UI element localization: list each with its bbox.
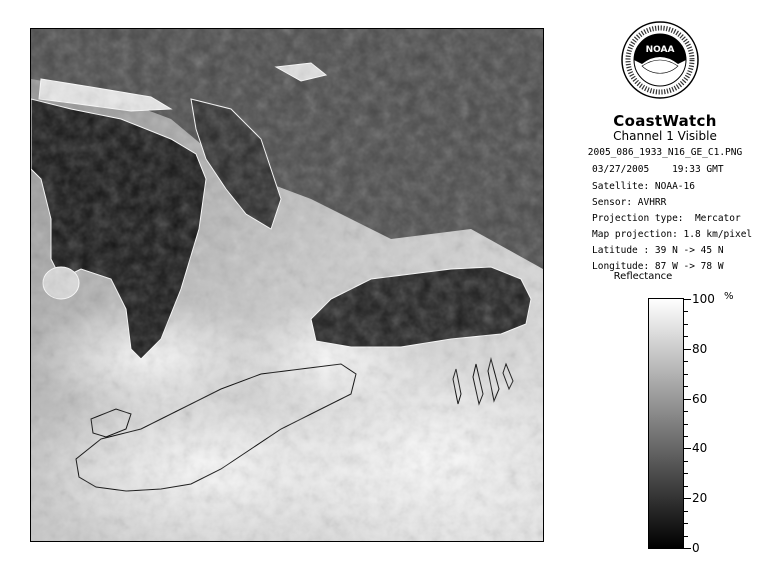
colorbar	[648, 298, 684, 549]
colorbar-minor-tick	[684, 511, 688, 512]
colorbar-minor-tick	[684, 411, 688, 412]
colorbar-tick	[684, 498, 691, 499]
colorbar-tick-label: 0	[692, 541, 700, 555]
colorbar-minor-tick	[684, 374, 688, 375]
colorbar-minor-tick	[684, 486, 688, 487]
colorbar-minor-tick	[684, 473, 688, 474]
colorbar-tick-label: 60	[692, 391, 708, 406]
channel-subtitle: Channel 1 Visible	[613, 129, 717, 143]
sensor: Sensor: AVHRR	[592, 197, 667, 208]
colorbar-tick-label: 100	[692, 292, 715, 306]
colorbar-minor-tick	[684, 386, 688, 387]
file-name: 2005_086_1933_N16_GE_C1.PNG	[587, 147, 743, 158]
image-texture	[31, 29, 543, 541]
colorbar-minor-tick	[684, 436, 688, 437]
latitude-range: Latitude : 39 N -> 45 N	[592, 245, 724, 256]
datetime: 03/27/2005 19:33 GMT	[592, 164, 724, 175]
longitude-range: Longitude: 87 W -> 78 W	[592, 261, 724, 272]
noaa-logo	[620, 20, 700, 100]
colorbar-minor-tick	[684, 311, 688, 312]
map-projection: Map projection: 1.8 km/pixel	[592, 229, 753, 240]
projection-type: Projection type: Mercator	[592, 213, 741, 224]
colorbar-minor-tick	[684, 461, 688, 462]
satellite: Satellite: NOAA-16	[592, 181, 695, 192]
colorbar-tick	[684, 349, 691, 350]
colorbar-minor-tick	[684, 536, 688, 537]
colorbar-label: Reflectance	[613, 271, 673, 282]
satellite-image	[31, 29, 543, 541]
colorbar-unit: %	[724, 291, 734, 302]
noaa-logo-icon	[620, 20, 700, 100]
colorbar-minor-tick	[684, 336, 688, 337]
colorbar-minor-tick	[684, 361, 688, 362]
colorbar-tick	[684, 448, 691, 449]
colorbar-tick	[684, 299, 691, 300]
colorbar-tick	[684, 548, 691, 549]
colorbar-tick-label: 40	[692, 441, 708, 456]
colorbar-minor-tick	[684, 324, 688, 325]
logo-text: NOAA	[645, 45, 675, 55]
colorbar-minor-tick	[684, 523, 688, 524]
colorbar-tick-label: 80	[692, 341, 708, 356]
colorbar-tick-label: 20	[692, 491, 708, 506]
colorbar-minor-tick	[684, 424, 688, 425]
app-title: CoastWatch	[613, 112, 717, 130]
colorbar-tick	[684, 399, 691, 400]
satellite-image-panel	[30, 28, 544, 542]
